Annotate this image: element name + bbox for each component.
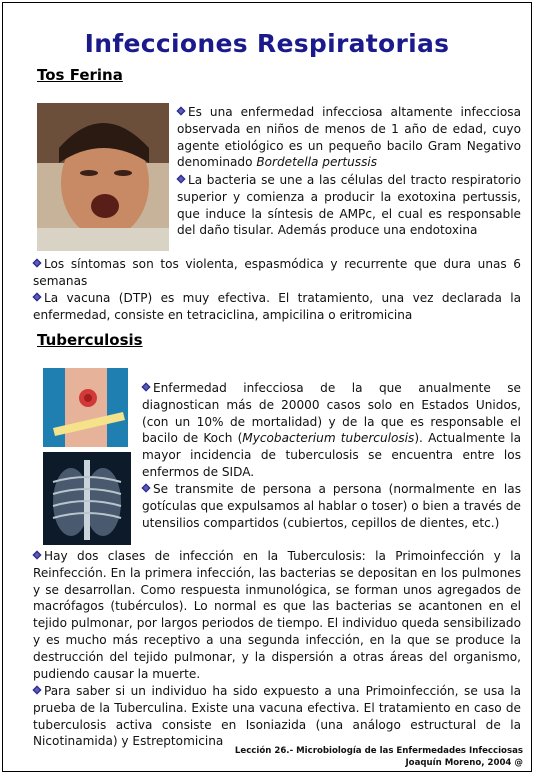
section-heading-tos-ferina: Tos Ferina <box>37 66 123 84</box>
tos-paragraph-3: Los síntomas son tos violenta, espasmódica y recurrente que dura unas 6 semanas <box>33 257 521 288</box>
diamond-bullet-icon <box>176 106 185 115</box>
tuberculin-skin-test-photo <box>43 368 128 447</box>
diamond-bullet-icon <box>32 685 41 694</box>
page-title: Infecciones Respiratorias <box>84 29 450 58</box>
diamond-bullet-icon <box>32 550 41 559</box>
diamond-bullet-icon <box>141 483 150 492</box>
tb-paragraph-4: Para saber si un individuo ha sido expuesto a una Primoinfección, se usa la prueba de la Tuberculina. Existe una vacuna efectiva. El tratamiento en caso de tuberculosis activa consiste en Isoniazida (una análogo estructural de la Nicotinamida) y Estreptomicina <box>33 684 521 749</box>
child-coughing-photo <box>37 103 169 251</box>
tb-paragraph-1: Enfermedad infecciosa de la que anualmente se diagnostican más de 20000 casos solo en Estados Unidos, (con un 10% de mortalidad) y de la que es responsable el bacilo de Koch (Mycobacterium tuberculosis). Actualmente la mayor incidencia de tuberculosis se encuentra entre los enfermos de SIDA. <box>142 381 521 479</box>
diamond-bullet-icon <box>32 258 41 267</box>
document-page <box>2 2 532 772</box>
tos-paragraph-1: Es una enfermedad infecciosa altamente infecciosa observada en niños de menos de 1 año de edad, cuyo agente etiológico es un pequeño bacilo Gram Negativo denominado Bordetella pertussis <box>177 105 521 170</box>
diamond-bullet-icon <box>141 382 150 391</box>
tos-paragraph-4: La vacuna (DTP) es muy efectiva. El tratamiento, una vez declarada la enfermedad, consiste en tetraciclina, ampicilina o eritromicina <box>33 291 521 322</box>
section-heading-tuberculosis: Tuberculosis <box>37 331 143 349</box>
tos-paragraph-2: La bacteria se une a las células del tracto respiratorio superior y comienza a producir la exotoxina pertussis, que induce la síntesis de AMPc, el cual es responsable del daño tisular. Además produce una endotoxina <box>177 173 521 238</box>
chest-xray-photo <box>43 452 131 545</box>
italic-species-name: Bordetella pertussis <box>256 155 378 170</box>
diamond-bullet-icon <box>176 174 185 183</box>
diamond-bullet-icon <box>32 292 41 301</box>
italic-species-name: Mycobacterium tuberculosis <box>242 431 415 446</box>
footer-lesson: Lección 26.- Microbiología de las Enfermedades Infecciosas <box>234 746 523 756</box>
tb-paragraph-3: Hay dos clases de infección en la Tuberculosis: la Primoinfección y la Reinfección. En la primera infección, las bacterias se depositan en los pulmones y se desarrollan. Como respuesta inmunológica, se forman unos agregados de macrófagos (tubérculos). Lo normal es que las bacterias se acantonen en el tejido pulmonar, por largos periodos de tiempo. El individuo queda sensibilizado y es mucho más receptivo a una segunda infección, en la que se produce la destrucción del tejido pulmonar, y la dispersión a otras áreas del organismo, pudiendo causar la muerte. <box>33 549 521 681</box>
footer-author: Joaquín Moreno, 2004 @ <box>405 758 523 768</box>
tb-paragraph-2: Se transmite de persona a persona (normalmente en las gotículas que expulsamos al hablar o toser) o bien a través de utensilios compartidos (cubiertos, cepillos de dientes, etc.) <box>142 482 521 530</box>
